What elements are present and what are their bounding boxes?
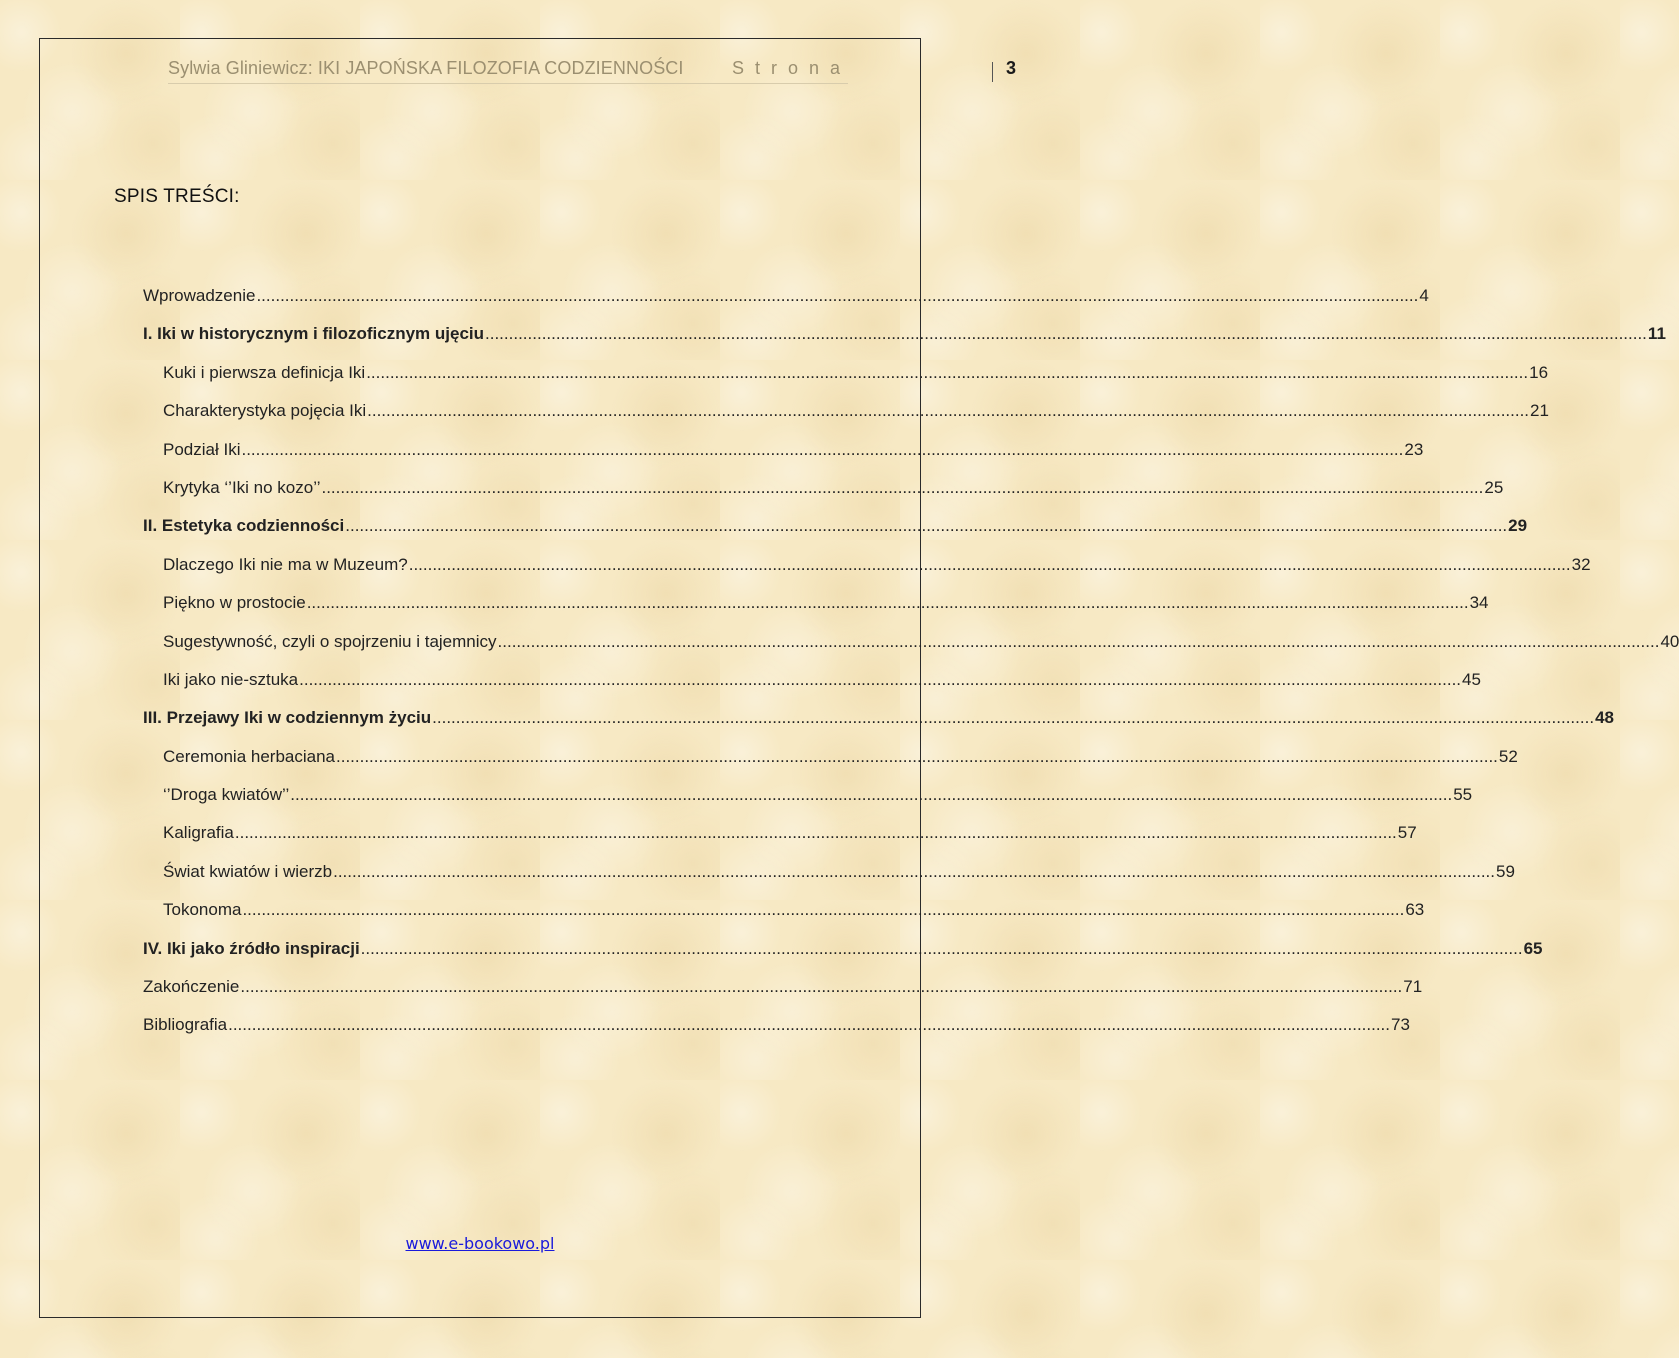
toc-entry-title: Charakterystyka pojęcia Iki [163,401,367,421]
running-header [168,58,1017,84]
toc-entry-title: Piękno w prostocie [163,593,306,613]
toc-heading: SPIS TREŚCI: [114,186,240,207]
toc-entry[interactable] [143,705,1614,743]
toc-entry-title: Iki jako nie-sztuka [163,669,299,689]
toc-dot-leader [498,629,1660,655]
toc-entry[interactable] [143,897,1425,935]
toc-entry-page: 23 [1404,439,1424,459]
toc-entry-title: Kuki i pierwsza definicja Iki [163,362,366,382]
toc-entry[interactable] [143,437,1424,475]
toc-entry[interactable] [143,283,1429,321]
toc-entry[interactable] [143,552,1591,590]
toc-entry-title: Dlaczego Iki nie ma w Muzeum? [163,554,408,574]
toc-dot-leader [345,513,1507,539]
toc-dot-leader [485,321,1647,347]
toc-entry-title: Krytyka ‘’Iki no kozo’’ [163,477,321,497]
toc-entry-page: 63 [1405,900,1425,920]
toc-entry[interactable] [143,398,1549,436]
toc-entry-title: III. Przejawy Iki w codziennym życiu [143,708,432,728]
toc-entry-title: II. Estetyka codzienności [143,516,345,536]
toc-dot-leader [299,667,1461,693]
toc-entry[interactable] [143,321,1666,359]
toc-dot-leader [241,437,1403,463]
toc-entry-page: 65 [1523,938,1543,958]
toc-dot-leader [336,744,1498,770]
toc-dot-leader [432,705,1594,731]
toc-entry[interactable] [143,590,1489,628]
toc-dot-leader [228,1012,1390,1038]
toc-entry-page: 40 [1660,631,1679,651]
toc-entry-title: Sugestywność, czyli o spojrzeniu i tajemnicy [163,631,497,651]
toc-entry[interactable] [143,360,1549,398]
header-page-number: 3 [1006,58,1017,78]
toc-dot-leader [367,398,1529,424]
toc-dot-leader [240,974,1402,1000]
toc-entry[interactable] [143,513,1528,551]
toc-entry-page: 25 [1484,477,1504,497]
toc-dot-leader [256,283,1418,309]
toc-entry[interactable] [143,782,1473,820]
toc-entry-page: 32 [1571,554,1591,574]
toc-entry-page: 48 [1595,708,1614,728]
toc-entry[interactable] [143,475,1504,513]
toc-entry-page: 29 [1508,516,1528,536]
toc-entry-page: 21 [1530,401,1549,421]
header-page-label: S t r o n a [732,58,844,78]
toc-entry-page: 52 [1498,746,1518,766]
toc-entry-title: ‘’Droga kwiatów’’ [163,785,290,805]
toc-dot-leader [361,936,1523,962]
toc-entry[interactable] [143,744,1518,782]
toc-entry-page: 57 [1397,823,1417,843]
toc-entry-title: Tokonoma [163,900,242,920]
toc-entry[interactable] [143,974,1423,1012]
header-separator [992,62,993,82]
toc-entry[interactable] [143,1012,1410,1050]
toc-entry-page: 34 [1469,593,1489,613]
toc-entry-title: Ceremonia herbaciana [163,746,335,766]
header-title: Sylwia Gliniewicz: IKI JAPOŃSKA FILOZOFIA CODZIENNOŚCI [168,58,684,78]
toc-entry-title: Kaligrafia [163,823,234,843]
website-link[interactable]: www.e-bookowo.pl [405,1234,555,1253]
toc-entry-title: Świat kwiatów i wierzb [163,861,333,881]
table-of-contents [143,283,1679,1051]
toc-entry-page: 4 [1419,286,1429,305]
toc-dot-leader [321,475,1483,501]
toc-entry[interactable] [143,820,1417,858]
toc-entry[interactable] [143,667,1481,705]
toc-entry-title: Podział Iki [163,439,241,459]
toc-dot-leader [235,820,1397,846]
toc-dot-leader [333,859,1495,885]
header-rule [168,83,848,84]
toc-dot-leader [290,782,1452,808]
toc-entry-page: 73 [1391,1015,1410,1035]
toc-dot-leader [307,590,1469,616]
toc-entry-page: 11 [1647,324,1666,344]
footer [0,1234,960,1254]
toc-entry-title: IV. Iki jako źródło inspiracji [143,938,360,958]
toc-dot-leader [366,360,1528,386]
toc-dot-leader [242,897,1404,923]
toc-entry-page: 45 [1462,669,1481,689]
toc-entry-title: Wprowadzenie [143,286,256,305]
toc-entry-title: Bibliografia [143,1015,228,1035]
toc-entry-page: 59 [1496,861,1515,881]
toc-entry-page: 71 [1403,977,1423,997]
toc-dot-leader [409,552,1571,578]
toc-entry[interactable] [143,936,1543,974]
toc-entry-page: 55 [1453,785,1473,805]
toc-entry[interactable] [143,629,1679,667]
toc-entry-page: 16 [1529,362,1549,382]
toc-entry[interactable] [143,859,1515,897]
toc-entry-title: Zakończenie [143,977,240,997]
toc-entry-title: I. Iki w historycznym i filozoficznym ujęciu [143,324,485,344]
